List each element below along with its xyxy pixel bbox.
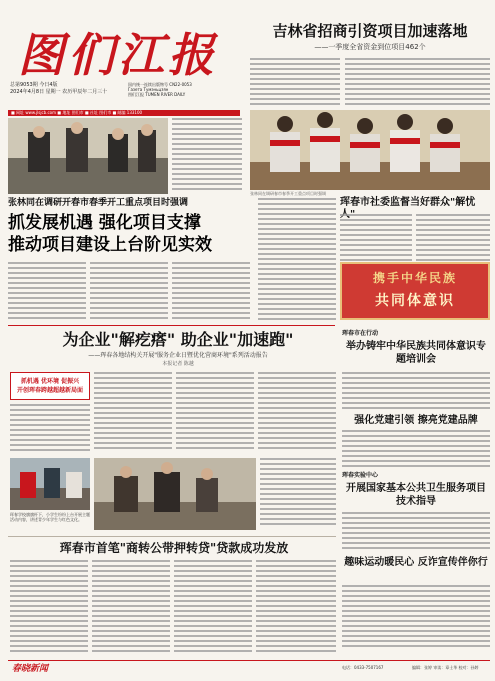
lead-headline-1: 抓发展机遇 强化项目支撑 xyxy=(8,213,201,233)
left-photo-image xyxy=(10,458,90,510)
footer-phone: 电话：0433-7507167 xyxy=(342,665,384,670)
left-photo xyxy=(10,458,90,510)
top-right-body-2 xyxy=(345,58,490,108)
lead-headline-2: 推动项目建设上台阶见实效 xyxy=(8,235,212,255)
right-col2-kicker-2: 珲春实验中心 xyxy=(342,472,379,479)
footer-editors: 编辑：张婷 审读：章士华 校对：孙婷 xyxy=(412,665,479,670)
lead-kicker: 张林同在调研开春市春季开工重点项目时强调 xyxy=(8,198,189,208)
right-col2-headline-1: 举办铸牢中华民族共同体意识专题培训会 xyxy=(346,341,486,365)
right-col2-headline-3: 开展国家基本公共卫生服务项目技术指导 xyxy=(346,483,486,507)
right-col2-kicker: 珲春市在行动 xyxy=(342,330,379,337)
middle-byline: 本报记者 陈越 xyxy=(162,361,194,367)
footer-rule xyxy=(8,660,490,661)
lead-body-3 xyxy=(172,262,250,322)
paper-line: 图们江报 TUMEN RIVER DAILY xyxy=(128,92,186,97)
right-col2-body-1 xyxy=(342,372,490,412)
middle-body-2 xyxy=(176,372,254,454)
bottom-body-3 xyxy=(174,560,252,655)
children-photo xyxy=(250,110,490,190)
top-right-body xyxy=(250,58,340,108)
bottom-body-1 xyxy=(10,560,88,655)
bottom-headline: 珲春市首笔"商转公带押转贷"贷款成功发放 xyxy=(59,541,289,555)
middle-body-4 xyxy=(260,458,336,530)
top-photo xyxy=(8,118,168,194)
footer-logo: 春晓新闻 xyxy=(12,664,49,674)
masthead-strip xyxy=(8,110,240,116)
masthead-right-info xyxy=(128,82,238,106)
cn-code: 国内统一连续出版物号 CN22-0053 xyxy=(128,82,192,87)
middle-divider xyxy=(8,325,335,326)
right-col2-body-4 xyxy=(342,585,490,655)
slogan-line1: 携手中华民族 xyxy=(372,271,457,285)
date-line: 2024年4月8日 星期一 农历甲辰年二月三十 xyxy=(10,89,108,95)
slogan-line2: 共同体意识 xyxy=(375,293,455,309)
top-mid-text xyxy=(172,118,242,194)
bottom-divider xyxy=(8,536,336,537)
middle-body-0 xyxy=(10,404,90,454)
middle-photo xyxy=(94,458,256,530)
right-col1-headline: 珲春市社委监督当好群众"解忧 xyxy=(340,197,476,208)
right-col2-body-3 xyxy=(342,512,490,554)
top-right-headline: 吉林省招商引资项目加速落地 xyxy=(272,22,468,40)
masthead-strip-text: ■ 网址 www.jlsjcb.com ■ 地址 图们市 ■ 社址 图们市 ■ 邮编 133100 xyxy=(11,110,143,115)
children-photo-image xyxy=(250,110,490,190)
right-col2-headline-4: 趣味运动暖民心 反诈宣传伴你行 xyxy=(344,557,488,568)
right-col2-headline-2: 强化党建引领 擦亮党建品牌 xyxy=(354,415,478,426)
bottom-body-2 xyxy=(92,560,170,655)
bottom-body-4 xyxy=(256,560,336,655)
lead-right-body xyxy=(258,198,336,322)
middle-subhead: ——珲春各地结构关开展"服务企业日暨优化营商环境"系列活动报告 xyxy=(88,352,268,359)
issue-line: 总第9053期 今日4版 xyxy=(10,82,58,88)
lead-body-2 xyxy=(90,262,168,322)
korean-name: Газета Тумэньцзян xyxy=(128,87,169,92)
top-photo-image xyxy=(8,118,168,194)
middle-photo-image xyxy=(94,458,256,530)
slogan-box xyxy=(340,262,490,320)
left-caption: 珲春学校旗旗杆下，小学生纷纷上台开展主题活动内容，讲述青少年学生与红色文化。 xyxy=(10,512,90,522)
red-promo-text: 抓机遇 优环境 促振兴 开创珲春跨越超越新局面 xyxy=(16,378,83,394)
masthead-title: 图们江报 xyxy=(18,28,218,82)
lead-body-1 xyxy=(8,262,86,322)
children-photo-caption: 张林同在调研春市春季开工重点项目时强调 xyxy=(250,191,326,196)
red-promo-box xyxy=(10,372,90,400)
top-right-subhead: ——一季度全省资金到位项目462个 xyxy=(314,43,426,51)
middle-body-1 xyxy=(94,372,172,454)
middle-body-3 xyxy=(258,372,336,454)
middle-headline: 为企业"解疙瘩" 助企业"加速跑" xyxy=(62,330,294,349)
right-col2-body-2 xyxy=(342,430,490,470)
